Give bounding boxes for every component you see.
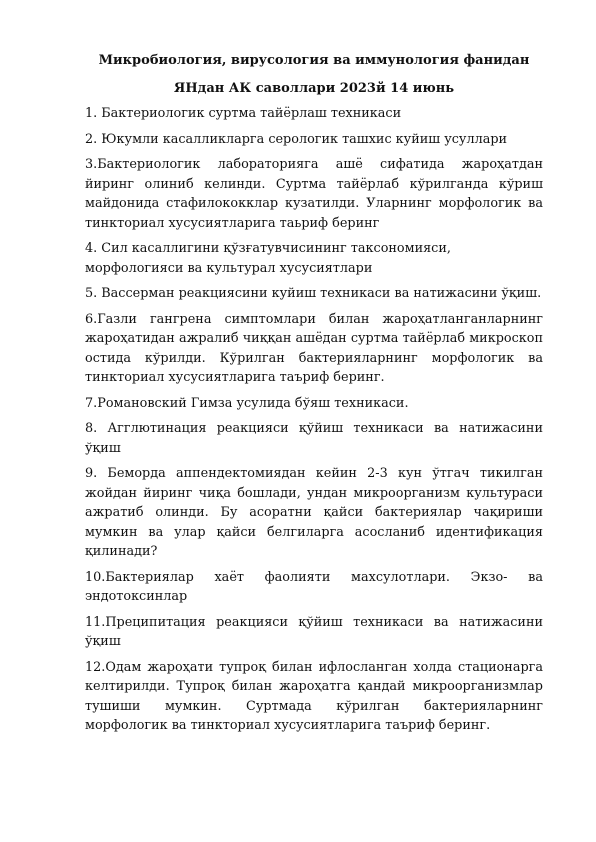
question-7: 7.Романовский Гимза усулида бўяш техникаси. [85,395,409,411]
question-11: 11.Преципитация реакцияси қўйиш техникаси ва натижасини ўқиш [85,614,543,649]
document-title: Микробиология, вирусология ва иммунология фанидан [98,53,530,68]
document-subtitle: ЯНдан АК саволлари 2023й 14 июнь [173,81,455,96]
question-8: 8. Агглютинация реакцияси қўйиш техникаси ва натижасини ўқиш [85,421,543,456]
question-2: 2. Юкумли касалликларга серологик ташхис куйиш усуллари [85,131,508,147]
question-1: 1. Бактериологик суртма тайёрлаш техникаси [85,106,402,121]
question-3: 3.Бактериологик лабораторияга ашё сифатида жароҳатдан йиринг олиниб келинди. Суртма тайёрлаб кўрилганда кўриш майдонида стафилококклар кузатилди. Уларнинг морфологик ва тинкториал хусусиятларига таьриф беринг [85,157,543,231]
question-4: 4. Сил касаллигини қўзғатувчисининг таксономияси, морфологияси ва культурал хусусиятлари [85,241,451,276]
question-6: 6.Газли гангрена симптомлари билан жароҳатланганларнинг жароҳатидан ажралиб чиққан ашёдан суртма тайёрлаб микроскоп остида кўрилди. Кўрилган бактерияларнинг морфологик ва тинкториал хусусиятларига таъриф беринг. [85,311,543,385]
question-9: 9. Беморда аппендектомиядан кейин 2-3 кун ўтгач тикилган жойдан йиринг чиқа бошлади, ундан микроорганизм культураси ажратиб олинди. Бу асоратни қайси бактериялар чақириши мумкин ва улар қайси белгиларга асосланиб идентификация қилинади? [85,466,543,559]
question-5: 5. Вассерман реакциясини куйиш техникаси ва натижасини ўқиш. [85,286,542,301]
question-12: 12.Одам жароҳати тупроқ билан ифлосланган холда стационарга келтирилди. Тупроқ билан жароҳатга қандай микроорганизмлар тушиши мумкин. Суртмада кўрилган бактерияларнинг морфологик ва тинкториал хусусиятларига таъриф беринг. [85,659,543,733]
question-10: 10.Бактериялар хаёт фаолияти махсулотлари. Экзо- ва эндотоксинлар [85,569,543,604]
